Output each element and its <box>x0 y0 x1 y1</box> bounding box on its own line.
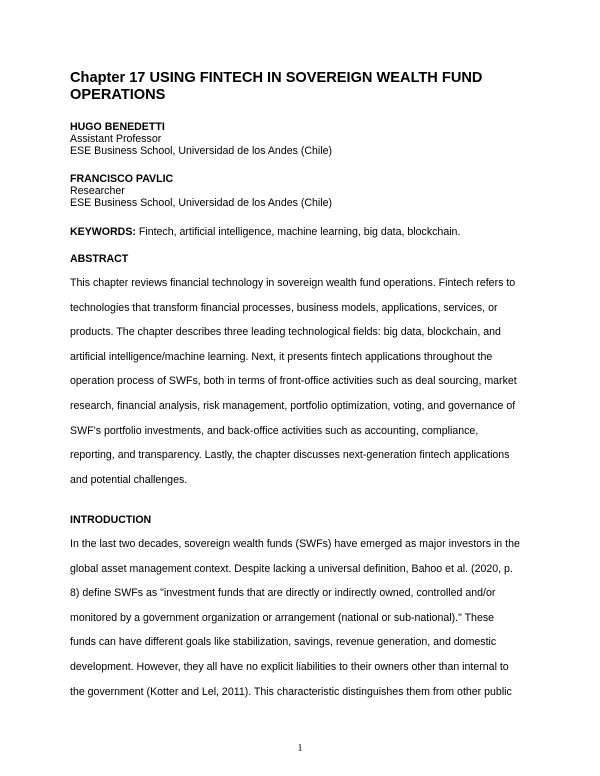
keywords <box>70 226 540 238</box>
text-line: In the last two decades, sovereign wealth funds (SWFs) have emerged as major investors in the <box>70 538 520 550</box>
text-line: This chapter reviews financial technology in sovereign wealth fund operations. Fintech refers to <box>70 277 516 289</box>
text-line: SWF’s portfolio investments, and back-office activities such as accounting, compliance, <box>70 424 479 437</box>
page-number: 1 <box>297 743 303 754</box>
introduction-paragraph <box>70 538 540 710</box>
text-line: monitored by a government organization or arrangement (national or sub-national)." These <box>70 611 495 624</box>
keywords-text: Fintech, artificial intelligence, machine learning, big data, blockchain. <box>138 226 461 238</box>
text-line: products. The chapter describes three leading technological fields: big data, blockchain, and <box>70 326 501 339</box>
author-position: Assistant Professor <box>70 133 162 145</box>
author-affiliation: ESE Business School, Universidad de los Andes (Chile) <box>70 145 333 157</box>
chapter-title <box>70 70 540 104</box>
author-name: FRANCISCO PAVLIC <box>70 173 174 185</box>
keywords-label: KEYWORDS: <box>70 226 136 238</box>
text-line: reporting, and transparency. Lastly, the chapter discusses next-generation fintech applications <box>70 449 510 462</box>
text-line: the government (Kotter and Lel, 2011). This characteristic distinguishes them from other public <box>70 685 512 698</box>
text-line: operation process of SWFs, both in terms of front-office activities such as deal sourcing, market <box>70 375 517 388</box>
abstract-paragraph <box>70 277 540 498</box>
abstract-heading: ABSTRACT <box>70 253 129 265</box>
text-line: and potential challenges. <box>70 473 188 486</box>
author-affiliation: ESE Business School, Universidad de los Andes (Chile) <box>70 197 333 209</box>
text-line: 8) define SWFs as "investment funds that are directly or indirectly owned, controlled and/or <box>70 587 496 600</box>
chapter-title-line: OPERATIONS <box>70 87 166 103</box>
chapter-title-line: Chapter 17 USING FINTECH IN SOVEREIGN WEALTH FUND <box>70 70 483 86</box>
text-line: development. However, they all have no explicit liabilities to their owners other than internal to <box>70 660 509 673</box>
author-name: HUGO BENEDETTI <box>70 121 165 133</box>
author-position: Researcher <box>70 185 125 197</box>
text-line: artificial intelligence/machine learning. Next, it presents fintech applications throughout the <box>70 350 493 363</box>
text-line: technologies that transform financial processes, business models, applications, services, or <box>70 301 498 314</box>
author-block <box>70 121 540 157</box>
author-block <box>70 173 540 209</box>
text-line: research, financial analysis, risk management, portfolio optimization, voting, and governance of <box>70 399 516 412</box>
introduction-heading: INTRODUCTION <box>70 514 152 526</box>
text-line: global asset management context. Despite lacking a universal definition, Bahoo et al. (2020, p. <box>70 562 513 575</box>
text-line: funds can have different goals like stabilization, savings, revenue generation, and domestic <box>70 636 497 649</box>
